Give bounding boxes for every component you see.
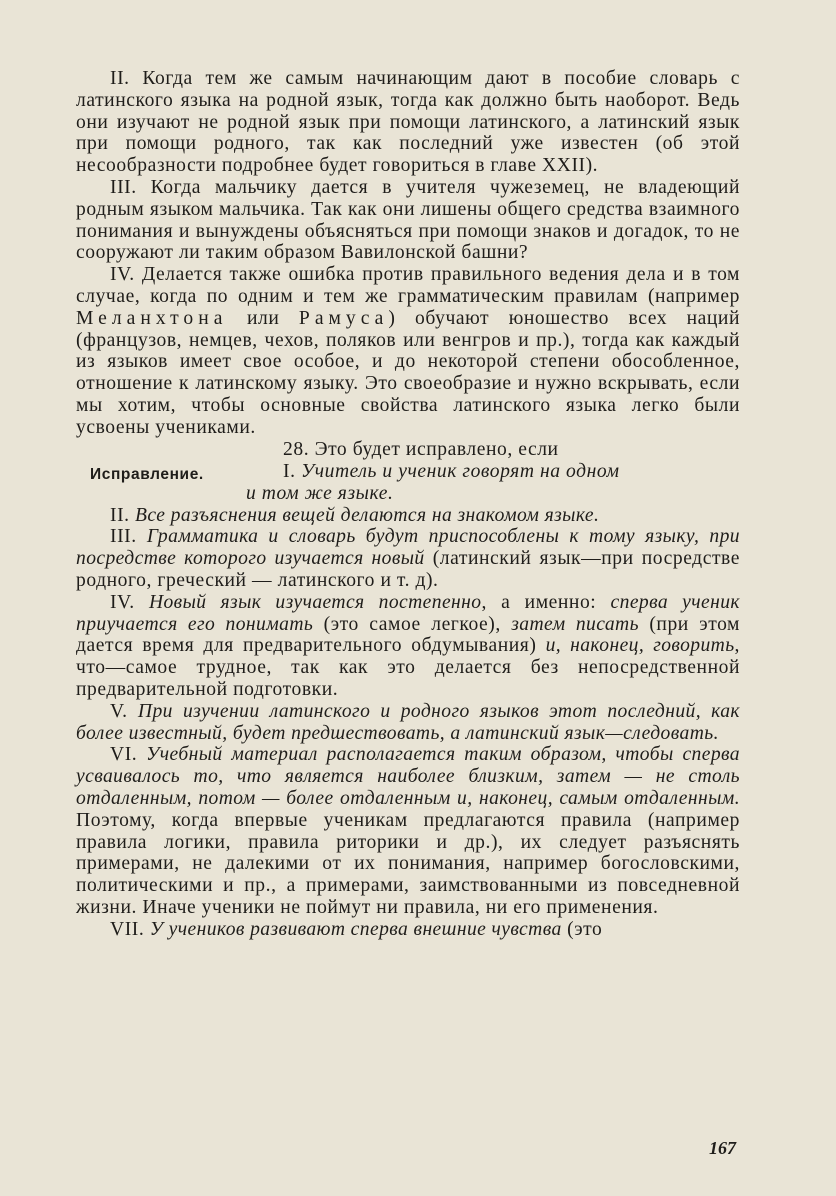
correction-iv-italic-2: сперва ученик приучается его понимать <box>76 591 740 635</box>
correction-iv-number: IV. <box>110 591 149 613</box>
paragraph-ii: II. Когда тем же самым начинающим дают в пособие словарь с латинского языка на родной язык, тогда как должно быть наоборот. Ведь они изучают не родной язык при помощи латинского, а латинский язык при помощи родного, так как последний уже известен (об этой несообразности подробнее будет говориться в главе XXII). <box>76 68 740 177</box>
correction-iv-plain-2: (это самое легкое), <box>313 613 512 635</box>
correction-iv-italic-3: затем писать <box>511 613 639 635</box>
correction-vi <box>76 744 740 918</box>
correction-vii-plain: (это <box>561 918 603 940</box>
side-label-correction: Исправление. <box>90 465 204 483</box>
correction-ii-number: II. <box>110 504 136 526</box>
paragraph-iv-text-b: или <box>227 307 299 329</box>
correction-iii-italic: Грамматика и словарь будут приспособлены к тому языку, при посредстве которого изучается новый <box>76 526 741 570</box>
correction-iv-plain-4: , что—самое трудное, так как это делается без непосредственной предварительной подготовки. <box>76 635 740 700</box>
correction-vii-number: VII. <box>110 918 150 940</box>
name-melanchthon: Меланхтона <box>76 307 228 329</box>
paragraph-iv-text-c: ) обучают юношество всех наций (французов, немцев, чехов, поляков или венгров и пр.), тогда как каждый из языков имеет свое особое, и до некоторой степени обособленное, отношение к латинскому языку. Это своеобразие и нужно вскрывать, если мы хотим, чтобы основные свойства латинского языка легко были усвоены учениками. <box>76 307 740 438</box>
correction-iv <box>76 592 740 701</box>
correction-iv-italic-4: и, наконец, говорить <box>545 635 735 657</box>
page-number: 167 <box>709 1138 736 1158</box>
correction-v-number: V. <box>110 700 138 722</box>
correction-iv-plain-1: , а именно: <box>481 591 611 613</box>
correction-iii-number: III. <box>110 526 147 548</box>
paragraph-iv <box>76 264 740 438</box>
paragraph-iv-text-a: IV. Делается также ошибка против правильного ведения дела и в том случае, когда по одним и тем же грамматическим правилам (например <box>76 264 740 307</box>
name-ramus: Рамуса <box>298 307 389 329</box>
correction-vi-plain: Поэтому, когда впервые ученикам предлагаются правила (например правила логики, правила риторики и др.), их следует разъяснять примерами, не далекими от их понимания, например богословскими, политическими и пр., а примерами, заимствованными из повседневной жизни. Иначе ученики не поймут ни правила, ни его применения. <box>76 809 740 918</box>
correction-v <box>76 701 740 745</box>
correction-vii <box>76 919 740 941</box>
correction-v-text: При изучении латинского и родного языков этот последний, как более известный, будет предшествовать, а латинский язык—следовать. <box>76 700 740 744</box>
correction-iii <box>76 526 740 591</box>
correction-vi-number: VI. <box>110 744 147 766</box>
correction-i-continuation-text: и том же языке. <box>246 482 394 504</box>
correction-i-number: I. <box>283 460 301 482</box>
correction-vii-italic: У учеников развивают сперва внешние чувства <box>149 918 562 940</box>
section-28-intro: 28. Это будет исправлено, если <box>283 438 559 460</box>
correction-ii <box>76 505 740 527</box>
correction-iv-plain-3: (при этом дается время для предварительного обдумывания) <box>76 613 740 657</box>
correction-iii-plain: (латинский язык—при посредстве родного, греческий — латинского и т. д). <box>76 548 740 591</box>
correction-i-continuation <box>76 483 740 505</box>
correction-ii-text: Все разъяснения вещей делаются на знакомом языке. <box>135 504 600 526</box>
correction-vi-italic: Учебный материал располагается таким образом, чтобы сперва усваивалось то, что является наиболее близким, затем — не столь отдаленным, потом — более отдаленным и, наконец, самым отдаленным. <box>76 744 741 809</box>
correction-i <box>76 461 740 483</box>
paragraph-iii: III. Когда мальчику дается в учителя чужеземец, не владеющий родным языком мальчика. Так как они лишены общего средства взаимного понимания и вынуждены объясняться при помощи знаков и догадок, то не сооружают ли таким образом Вавилонской башни? <box>76 176 740 264</box>
correction-iv-italic-1: Новый язык изучается постепенно <box>148 591 482 613</box>
correction-i-text: Учитель и ученик говорят на одном <box>300 460 620 482</box>
